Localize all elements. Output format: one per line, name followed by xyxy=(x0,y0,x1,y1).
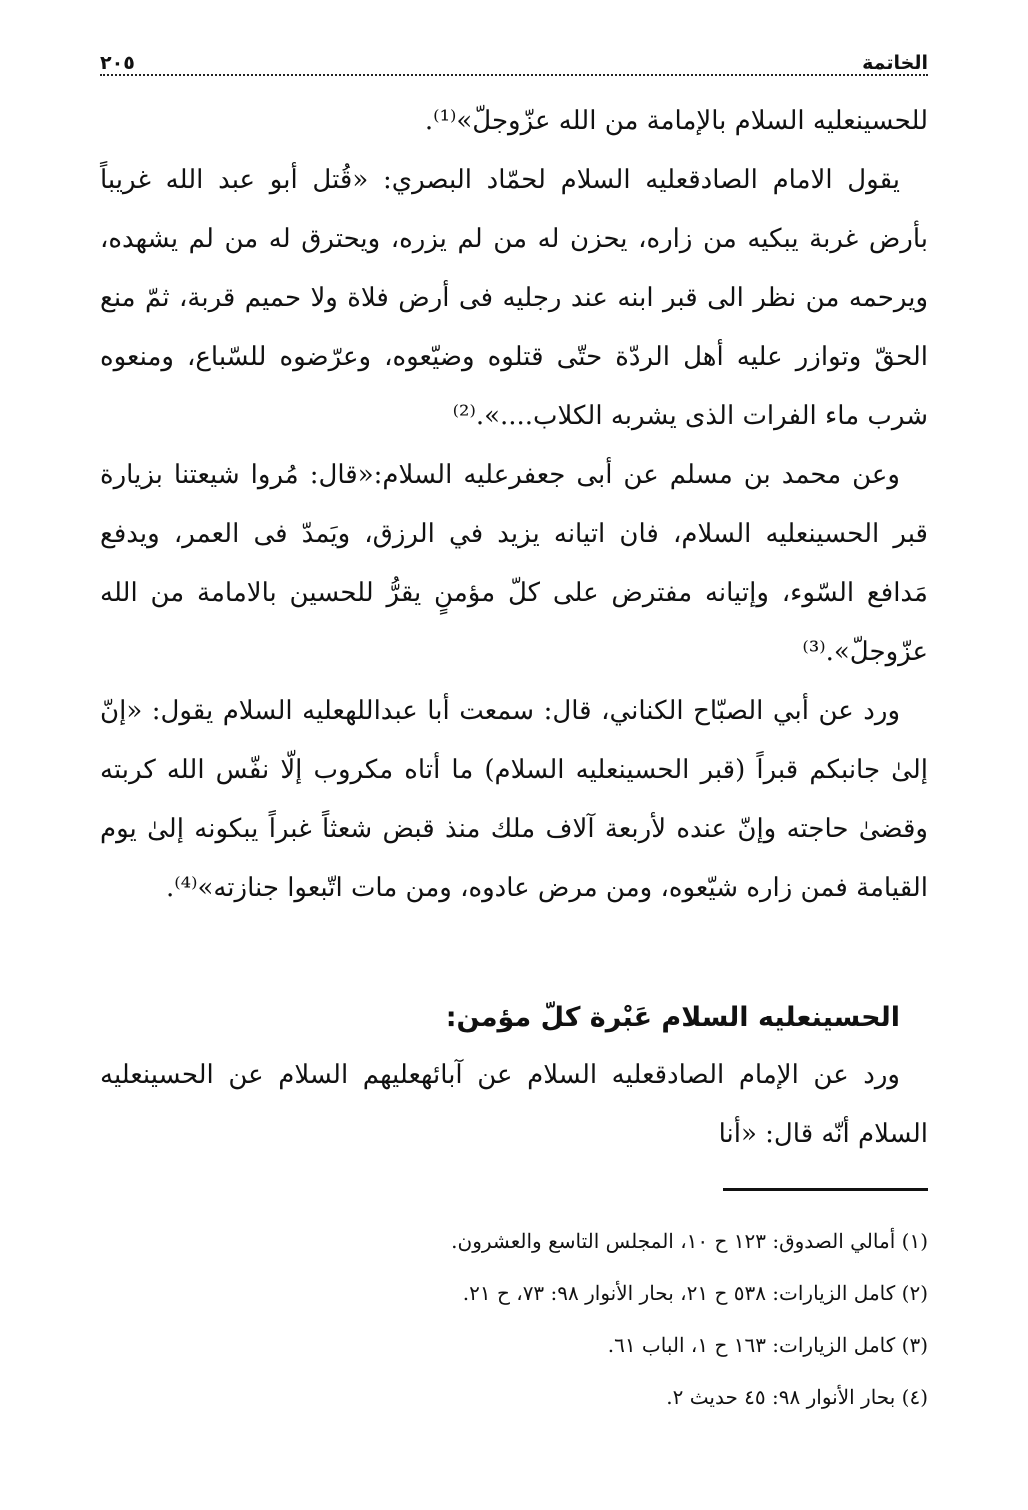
section-paragraph: ورد عن الإمام الصادقعليه السلام عن آبائهعليهم السلام عن الحسينعليه السلام أنّه قال: «أنا xyxy=(100,1060,928,1149)
paragraph: يقول الامام الصادقعليه السلام لحمّاد البصري: «قُتل أبو عبد الله غريباً بأرض غربة يبكيه من زاره، يحزن له من لم يزره، ويحترق له من لم يشهده، ويرحمه من نظر الى قبر ابنه عند رجليه فى أرض فلاة ولا حميم قربة، ثمّ منع الحقّ وتوازر عليه أهل الردّة حتّى قتلوه وضيّعوه، وعرّضوه للسّباع، ومنعوه شرب ماء الفرات الذى يشربه الكلاب....».⁽²⁾ xyxy=(100,165,928,431)
footnote: (٢) كامل الزيارات: ٥٣٨ ح ٢١، بحار الأنوار ٩٨: ٧٣، ح ٢١. xyxy=(462,1281,928,1305)
main-text xyxy=(100,92,928,1164)
footnotes xyxy=(100,1215,928,1423)
footnote: (٤) بحار الأنوار ٩٨: ٤٥ حديث ٢. xyxy=(666,1385,928,1409)
page-number: ٢٠٥ xyxy=(100,52,135,74)
paragraph: للحسينعليه السلام بالإمامة من الله عزّوجلّ»⁽¹⁾. xyxy=(424,106,928,136)
footnote: (١) أمالي الصدوق: ١٢٣ ح ١٠، المجلس التاسع والعشرون. xyxy=(451,1229,928,1253)
footnote: (٣) كامل الزيارات: ١٦٣ ح ١، الباب ٦١. xyxy=(607,1333,928,1357)
paragraph: وعن محمد بن مسلم عن أبى جعفرعليه السلام:«قال: مُروا شيعتنا بزيارة قبر الحسينعليه السلام، فان اتيانه يزيد في الرزق، ويَمدّ فى العمر، ويدفع مَدافع السّوء، وإتيانه مفترض على كلّ مؤمنٍ يقرُّ للحسين بالامامة من الله عزّوجلّ».⁽³⁾ xyxy=(100,460,928,667)
chapter-title: الخاتمة xyxy=(862,52,928,74)
paragraph: ورد عن أبي الصبّاح الكناني، قال: سمعت أبا عبداللهعليه السلام يقول: «إنّ إلىٰ جانبكم قبراً (قبر الحسينعليه السلام) ما أتاه مكروب إلّا نفّس الله كربته وقضىٰ حاجته وإنّ عنده لأربعة آلاف ملك منذ قبض شعثاً غبراً يبكونه إلىٰ يوم القيامة فمن زاره شيّعوه، ومن مرض عادوه، ومن مات اتّبعوا جنازته»⁽⁴⁾. xyxy=(100,696,928,903)
footnote-separator xyxy=(723,1188,928,1191)
section-heading: الحسينعليه السلام عَبْرة كلّ مؤمن: xyxy=(445,1002,900,1033)
running-header xyxy=(100,38,928,76)
